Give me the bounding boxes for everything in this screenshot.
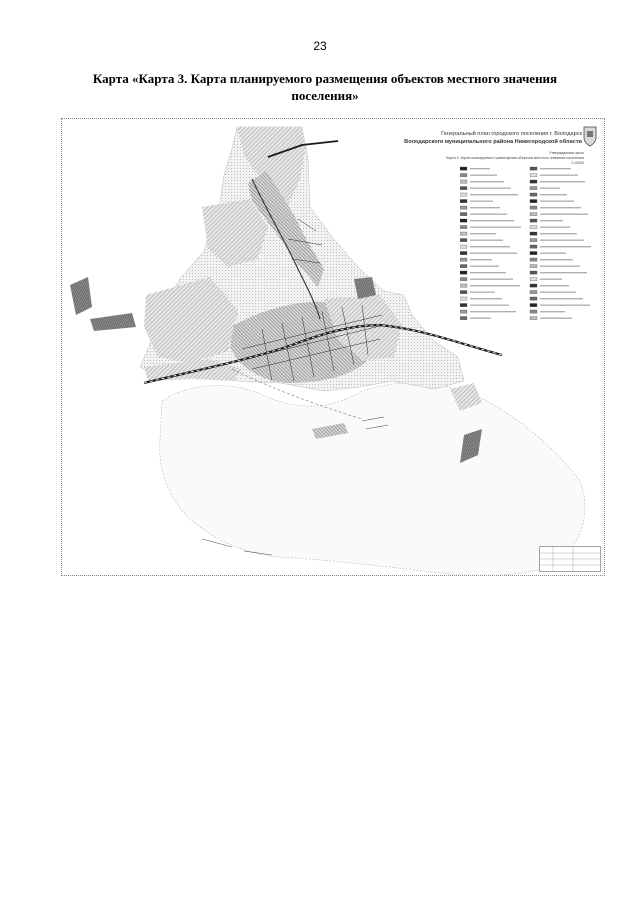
map-title-line2: Володарского муниципального района Нижегородской области <box>404 138 582 145</box>
legend-text-line <box>470 240 503 241</box>
legend-swatch <box>530 219 537 222</box>
zone-left-dark-2 <box>90 313 136 331</box>
legend-text-line <box>470 246 510 247</box>
legend-text-line <box>540 266 580 267</box>
legend-text-line <box>540 227 570 228</box>
legend-swatch <box>530 265 537 268</box>
legend-text-line <box>470 194 518 195</box>
legend-text-line <box>540 246 591 247</box>
legend-text-line <box>470 272 506 273</box>
figure-caption: Карта «Карта 3. Карта планируемого размещения объектов местного значения поселения» <box>92 71 558 103</box>
legend-text-line <box>470 318 491 319</box>
legend-text-line <box>470 305 509 306</box>
legend-swatch <box>460 310 467 313</box>
legend-text-line <box>470 175 497 176</box>
legend-swatch <box>460 304 467 307</box>
legend-text-line <box>540 292 576 293</box>
legend-swatch <box>530 310 537 313</box>
legend-text-line <box>470 207 500 208</box>
legend-swatch <box>460 284 467 287</box>
legend-swatch <box>460 278 467 281</box>
legend-text-line <box>470 181 504 182</box>
legend-text-line <box>470 168 490 169</box>
legend-swatch <box>530 180 537 183</box>
legend-text-line <box>470 220 514 221</box>
legend-text-line <box>540 207 581 208</box>
legend-swatch <box>460 252 467 255</box>
legend-text-line <box>540 253 566 254</box>
map-title <box>362 131 582 146</box>
zone-left-dark-1 <box>70 277 92 315</box>
legend-swatch <box>460 200 467 203</box>
legend-swatch <box>460 226 467 229</box>
legend-swatch <box>530 206 537 209</box>
legend-swatch <box>460 187 467 190</box>
map-scale: 1:10000 <box>571 161 584 165</box>
legend-text-line <box>540 233 577 234</box>
map-subtitle <box>414 151 584 166</box>
legend-text-line <box>540 240 584 241</box>
legend-swatch <box>530 258 537 261</box>
legend-swatch <box>530 252 537 255</box>
legend-text-line <box>470 201 493 202</box>
legend-swatch <box>460 271 467 274</box>
legend-text-line <box>540 181 585 182</box>
legend-swatch <box>460 167 467 170</box>
legend-swatch <box>530 271 537 274</box>
legend-swatch <box>460 193 467 196</box>
legend-swatch <box>530 317 537 320</box>
legend-text-line <box>470 279 513 280</box>
legend-swatch <box>460 297 467 300</box>
legend-text-line <box>540 311 565 312</box>
legend-text-line <box>470 227 521 228</box>
legend-text-line <box>540 194 567 195</box>
legend-text-line <box>540 214 588 215</box>
legend-text-line <box>540 220 563 221</box>
legend-swatch <box>460 239 467 242</box>
legend-text-line <box>540 285 569 286</box>
legend-text-line <box>470 259 492 260</box>
legend-swatch <box>530 174 537 177</box>
map-title-line1: Генеральный план городского поселения г. Володарск <box>441 131 582 137</box>
legend-text-line <box>540 305 590 306</box>
legend-swatch <box>460 258 467 261</box>
legend-swatch <box>530 167 537 170</box>
title-block-stamp <box>539 546 601 572</box>
legend-swatch <box>460 291 467 294</box>
legend-swatch <box>460 245 467 248</box>
legend-swatch <box>530 226 537 229</box>
legend-swatch <box>460 232 467 235</box>
legend-text-line <box>540 298 583 299</box>
southern-territory <box>160 383 585 575</box>
legend-text-line <box>540 201 574 202</box>
legend-text-line <box>540 318 572 319</box>
legend-swatch <box>530 304 537 307</box>
legend-swatch <box>530 291 537 294</box>
legend-text-line <box>470 311 516 312</box>
legend-text-line <box>540 272 587 273</box>
legend-text-line <box>470 188 511 189</box>
legend-swatch <box>530 284 537 287</box>
legend-swatch <box>460 206 467 209</box>
legend-text-line <box>540 168 571 169</box>
legend-text-line <box>540 175 578 176</box>
legend-swatch <box>460 219 467 222</box>
legend-text-line <box>470 266 499 267</box>
map-figure <box>61 118 605 576</box>
coat-of-arms <box>582 125 598 147</box>
map-name: Карта 3. Карта планируемого размещения объектов местного значения поселения <box>445 156 584 160</box>
legend-text-line <box>540 188 560 189</box>
legend-swatch <box>530 297 537 300</box>
legend-swatch <box>530 239 537 242</box>
legend-text-line <box>470 233 496 234</box>
legend-swatch <box>460 265 467 268</box>
legend-text-line <box>470 298 502 299</box>
map-legend <box>460 165 596 327</box>
legend-swatch <box>530 232 537 235</box>
legend-swatch <box>460 180 467 183</box>
legend-swatch <box>460 317 467 320</box>
legend-text-line <box>470 253 517 254</box>
page-number: 23 <box>313 39 327 53</box>
map-part-label: Утверждаемая часть <box>549 151 584 155</box>
legend-swatch <box>530 278 537 281</box>
legend-swatch <box>530 187 537 190</box>
legend-swatch <box>530 245 537 248</box>
legend-text-line <box>540 279 562 280</box>
legend-text-line <box>470 214 507 215</box>
legend-swatch <box>530 200 537 203</box>
legend-text-line <box>470 292 495 293</box>
legend-text-line <box>470 285 520 286</box>
legend-swatch <box>530 213 537 216</box>
legend-swatch <box>460 174 467 177</box>
legend-swatch <box>530 193 537 196</box>
legend-text-line <box>540 259 573 260</box>
legend-swatch <box>460 213 467 216</box>
